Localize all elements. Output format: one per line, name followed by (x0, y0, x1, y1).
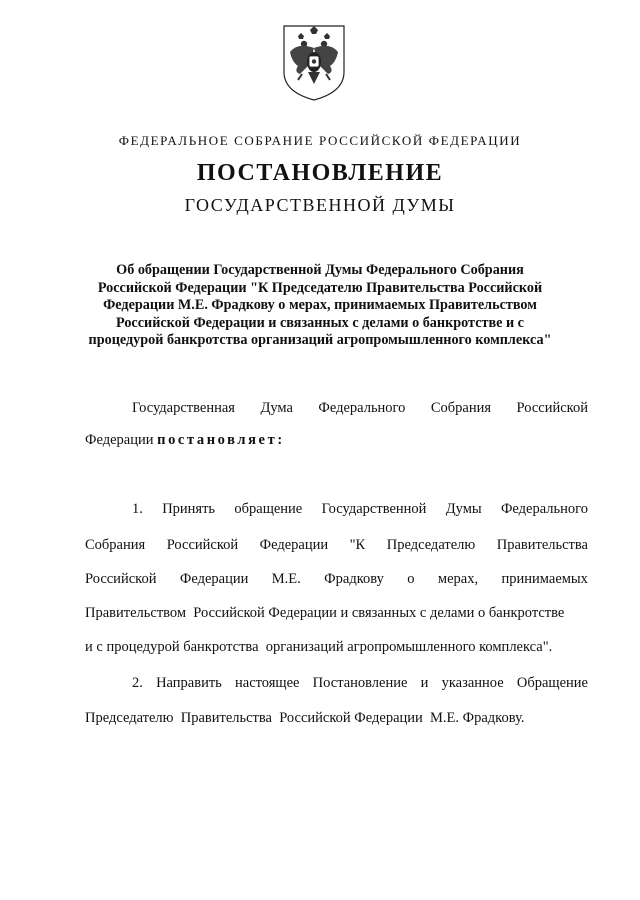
word: Собрания (430, 400, 492, 416)
preamble-subject: Федерации (85, 432, 158, 448)
word: и (420, 675, 429, 691)
resolves-verb: постановляет: (157, 432, 285, 448)
word: Российской (166, 537, 239, 553)
word: Российской (516, 400, 588, 416)
item-1-line: Правительством Российской Федерации и связанных с делами о банкротстве (85, 605, 565, 621)
item-2-line: Председателю Правительства Российской Федерации М.Е. Фрадкову. (85, 710, 525, 726)
word: Федерации (179, 571, 249, 587)
item-1-line (85, 536, 588, 554)
word: Государственной (321, 501, 427, 517)
word: Принять (162, 501, 216, 517)
item-1-line: и с процедурой банкротства организаций агропромышленного комплекса". (85, 639, 553, 655)
word: "К (349, 537, 366, 553)
word: М.Е. (271, 571, 301, 587)
russian-coat-of-arms-icon (280, 22, 348, 102)
subject-line: процедурой банкротства организаций агропромышленного комплекса" (88, 332, 552, 348)
subject-line: Российской Федерации "К Председателю Правительства Российской (97, 279, 543, 296)
word: Фрадкову (324, 571, 384, 587)
word: 2. (132, 675, 143, 691)
word: Государственная (132, 400, 235, 416)
item-2-line (132, 674, 588, 692)
word: о (407, 571, 415, 587)
word: Федерального (500, 501, 588, 517)
item-1-line (85, 570, 588, 588)
word: Обращение (516, 675, 588, 691)
word: Собрания (85, 537, 146, 553)
word: обращение (234, 501, 303, 517)
document-issuer-subtitle: ГОСУДАРСТВЕННОЙ ДУМЫ (184, 195, 456, 215)
subject-line: Федерации М.Е. Фрадкову о мерах, принимаемых Правительством (103, 297, 537, 313)
item-1-line (132, 500, 588, 518)
subject-line: Об обращении Государственной Думы Федерального Собрания (116, 262, 524, 278)
word: настоящее (235, 675, 300, 691)
resolution-subject (60, 262, 580, 350)
document-type-title: ПОСТАНОВЛЕНИЕ (196, 160, 444, 186)
word: мерах, (437, 571, 479, 587)
subject-line: Российской Федерации и связанных с делами о банкротстве и с (116, 314, 524, 331)
word: Направить (156, 675, 222, 691)
word: Думы (445, 501, 482, 517)
preamble-line (132, 399, 588, 417)
word: принимаемых (501, 571, 588, 587)
word: Председателю (386, 537, 476, 553)
word: указанное (441, 675, 504, 691)
word: Федерации (259, 537, 329, 553)
parliament-name: ФЕДЕРАЛЬНОЕ СОБРАНИЕ РОССИЙСКОЙ ФЕДЕРАЦИИ (118, 133, 522, 148)
word: 1. (132, 501, 143, 517)
word: Федерального (318, 400, 406, 416)
word: Постановление (312, 675, 408, 691)
preamble-line (85, 431, 588, 449)
word: Дума (260, 400, 293, 416)
word: Российской (85, 571, 157, 587)
word: Правительства (496, 537, 588, 553)
